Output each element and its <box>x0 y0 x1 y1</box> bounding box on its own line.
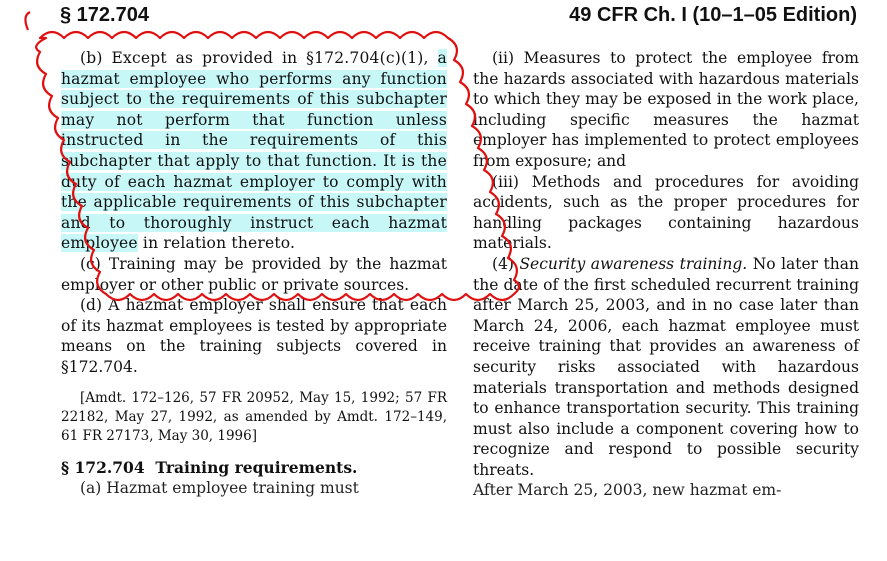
cut-off-line: (a) Hazmat employee training must <box>80 479 359 498</box>
section-heading-title: Training requirements. <box>155 457 358 477</box>
section-heading-number: § 172.704 <box>61 457 145 477</box>
paragraph-b-end: in relation thereto. <box>137 234 296 253</box>
running-header-section: § 172.704 <box>60 4 149 26</box>
left-column <box>61 48 447 499</box>
running-header-edition: 49 CFR Ch. I (10–1–05 Edition) <box>569 4 857 26</box>
section-heading <box>61 458 447 479</box>
paragraph-4-title: Security awareness training. <box>519 254 748 273</box>
paragraph-b <box>61 48 447 254</box>
paragraph-ii: (ii) Measures to protect the employee from the hazards associated with hazardous materials to which they may be exposed in the work place, including specific measures the hazmat employer has implemented to protect employees from exposure; and <box>473 49 859 170</box>
paragraph-4-label: (4) <box>492 254 520 273</box>
amendment-citation: [Amdt. 172–126, 57 FR 20952, May 15, 1992; 57 FR 22182, May 27, 1992, as amended by Amdt. 172–149, 61 FR 27173, May 30, 1996] <box>61 389 447 444</box>
highlighted-text: a hazmat employee who performs any function subject to the requirements of this subchapter may not perform that function unless instructed in the requirements of this subchapter that apply to that function. It is the duty of each hazmat employer to comply with the applicable requirements of this subchapter and to thoroughly instruct each hazmat employee <box>61 49 447 253</box>
cut-off-line-right: After March 25, 2003, new hazmat em- <box>473 481 782 500</box>
paragraph-4 <box>473 254 859 481</box>
paragraph-4-body: No later than the date of the first scheduled recurrent training after March 25, 2003, and in no case later than March 24, 2006, each hazmat employee must receive training that provides an awareness of security risks associated with hazardous materials transportation and methods designed to enhance transportation security. This training must also include a component covering how to recognize and respond to possible security threats. <box>473 254 859 479</box>
paragraph-c: (c) Training may be provided by the hazmat employer or other public or private sources. <box>61 254 447 294</box>
paragraph-iii: (iii) Methods and procedures for avoiding accidents, such as the proper procedures for handling packages containing hazardous materials. <box>473 172 859 253</box>
right-column <box>473 48 859 501</box>
paragraph-d: (d) A hazmat employer shall ensure that each of its hazmat employees is tested by appropriate means on the training subjects covered in §172.704. <box>61 296 447 376</box>
paragraph-b-lead: (b) Except as provided in §172.704(c)(1), <box>80 49 438 67</box>
